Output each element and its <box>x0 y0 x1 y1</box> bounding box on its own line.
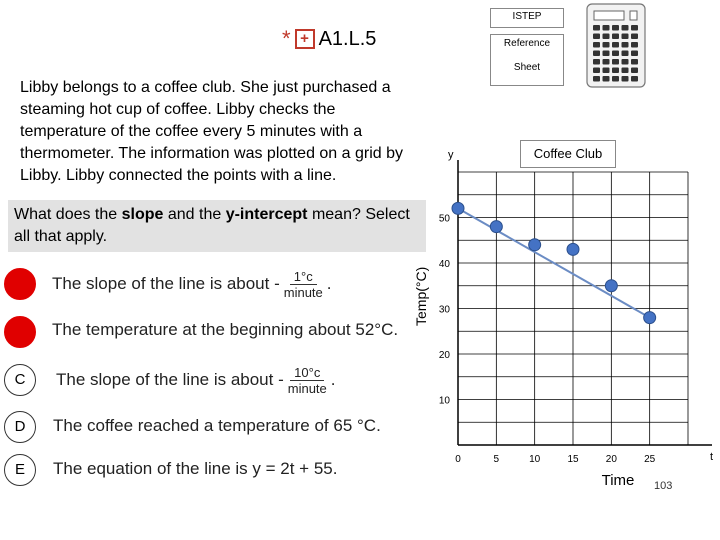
option-c-letter: C <box>14 371 26 388</box>
option-e-letter: E <box>14 461 25 478</box>
question-text-2: and the <box>163 206 226 223</box>
calculator-key <box>593 68 600 74</box>
calculator-key <box>631 68 638 74</box>
calculator-key <box>612 51 619 57</box>
calculator-key <box>631 42 638 48</box>
calculator-key <box>603 42 610 48</box>
calculator-key <box>631 34 638 40</box>
calculator-key <box>593 51 600 57</box>
x-tick-label: 0 <box>455 454 461 465</box>
option-c-text[interactable] <box>56 362 336 398</box>
question-slope-word: slope <box>121 206 164 223</box>
calculator-key <box>622 34 629 40</box>
page-title: A1.L.5 <box>318 27 377 50</box>
option-b-text[interactable]: The temperature at the beginning about 52°C. <box>52 320 399 339</box>
option-a-prefix: The slope of the line is about - <box>52 274 280 293</box>
option-c-suffix: . <box>330 370 336 389</box>
istep-label: ISTEP <box>512 11 542 22</box>
y-tick-label: 40 <box>438 259 450 270</box>
calculator-key <box>622 59 629 65</box>
reference-sheet-button[interactable] <box>490 34 564 86</box>
question-prompt <box>8 200 426 252</box>
calculator-key <box>593 76 600 82</box>
option-c-fraction <box>288 365 327 396</box>
data-point <box>567 243 579 255</box>
data-point <box>490 221 502 233</box>
y-tick-label: 50 <box>438 213 450 225</box>
x-tick-label: 20 <box>605 454 617 465</box>
istep-button[interactable] <box>490 8 564 28</box>
calculator-key <box>593 25 600 31</box>
y-tick-label: 10 <box>438 395 450 407</box>
calculator-key <box>603 68 610 74</box>
option-e-text[interactable]: The equation of the line is y = 2t + 55. <box>53 459 338 478</box>
calculator-key <box>603 76 610 82</box>
y-axis-label: Temp(°C) <box>413 266 429 326</box>
coffee-chart <box>420 140 720 500</box>
reference-label: Reference <box>503 38 551 49</box>
y-axis-letter: y <box>448 149 454 161</box>
calculator-key <box>612 59 619 65</box>
calculator-key <box>631 51 638 57</box>
option-a-numerator: 1°c <box>290 269 317 285</box>
x-tick-label: 10 <box>529 454 541 465</box>
calculator-key <box>622 68 629 74</box>
t-axis-letter: t <box>710 451 714 463</box>
x-tick-label: 15 <box>567 454 579 465</box>
calculator-key <box>631 59 638 65</box>
calculator-key <box>612 34 619 40</box>
calculator-key <box>603 59 610 65</box>
data-point <box>644 312 656 324</box>
option-d-letter: D <box>14 418 26 435</box>
option-c-bubble[interactable] <box>4 364 36 396</box>
chart-grid <box>458 172 688 445</box>
title-row <box>282 26 376 52</box>
calculator-key <box>612 76 619 82</box>
question-text-3: mean? Select all that apply. <box>14 206 410 245</box>
option-d-text[interactable]: The coffee reached a temperature of 65 °C. <box>53 416 381 435</box>
y-tick-label: 30 <box>438 304 450 316</box>
option-c-denominator: minute <box>287 380 327 396</box>
calculator-key <box>622 76 629 82</box>
calculator-key <box>622 42 629 48</box>
option-c-prefix: The slope of the line is about - <box>56 370 284 389</box>
y-tick-label: 20 <box>438 350 450 361</box>
chart-ticks <box>439 214 656 466</box>
calculator-key <box>593 34 600 40</box>
calculator-key <box>593 59 600 65</box>
option-b-bubble[interactable] <box>4 316 36 348</box>
calculator-key <box>631 76 638 82</box>
data-point <box>529 239 541 251</box>
calculator-key <box>622 51 629 57</box>
option-a-text[interactable] <box>52 266 332 302</box>
data-point <box>452 202 464 214</box>
calculator-key <box>603 51 610 57</box>
calculator-key <box>622 25 629 31</box>
star-marker: * <box>282 26 291 51</box>
calculator-key <box>603 34 610 40</box>
calculator-key <box>631 25 638 31</box>
chart-title: Coffee Club <box>520 140 616 168</box>
page-number: 103 <box>654 480 673 492</box>
calculator-key <box>612 68 619 74</box>
calculator-key <box>612 42 619 48</box>
question-intercept-word: y-intercept <box>225 206 308 223</box>
option-e-bubble[interactable] <box>4 454 36 486</box>
option-a-bubble[interactable] <box>4 268 36 300</box>
problem-passage: Libby belongs to a coffee club. She just purchased a steaming hot cup of coffee. Libby checks the temperature of the coffee every 5 minutes with a thermometer. The information was plotted on a grid by Libby. Libby connected the points with a line. <box>20 79 404 184</box>
option-a-denominator: minute <box>283 284 323 300</box>
option-c-numerator: 10°c <box>290 365 324 381</box>
calculator-icon[interactable] <box>586 3 646 88</box>
option-a-fraction <box>284 269 323 300</box>
calculator-key <box>593 42 600 48</box>
sheet-label: Sheet <box>513 62 541 73</box>
question-text-1: What does the <box>14 206 122 223</box>
x-tick-label: 25 <box>644 454 656 465</box>
calculator-key <box>603 25 610 31</box>
data-point <box>605 280 617 292</box>
x-tick-label: 5 <box>493 454 500 465</box>
expand-icon[interactable]: + <box>295 29 315 49</box>
x-axis-label: Time <box>601 472 635 489</box>
option-d-bubble[interactable] <box>4 411 36 443</box>
option-a-suffix: . <box>326 274 332 293</box>
calculator-key <box>612 25 619 31</box>
